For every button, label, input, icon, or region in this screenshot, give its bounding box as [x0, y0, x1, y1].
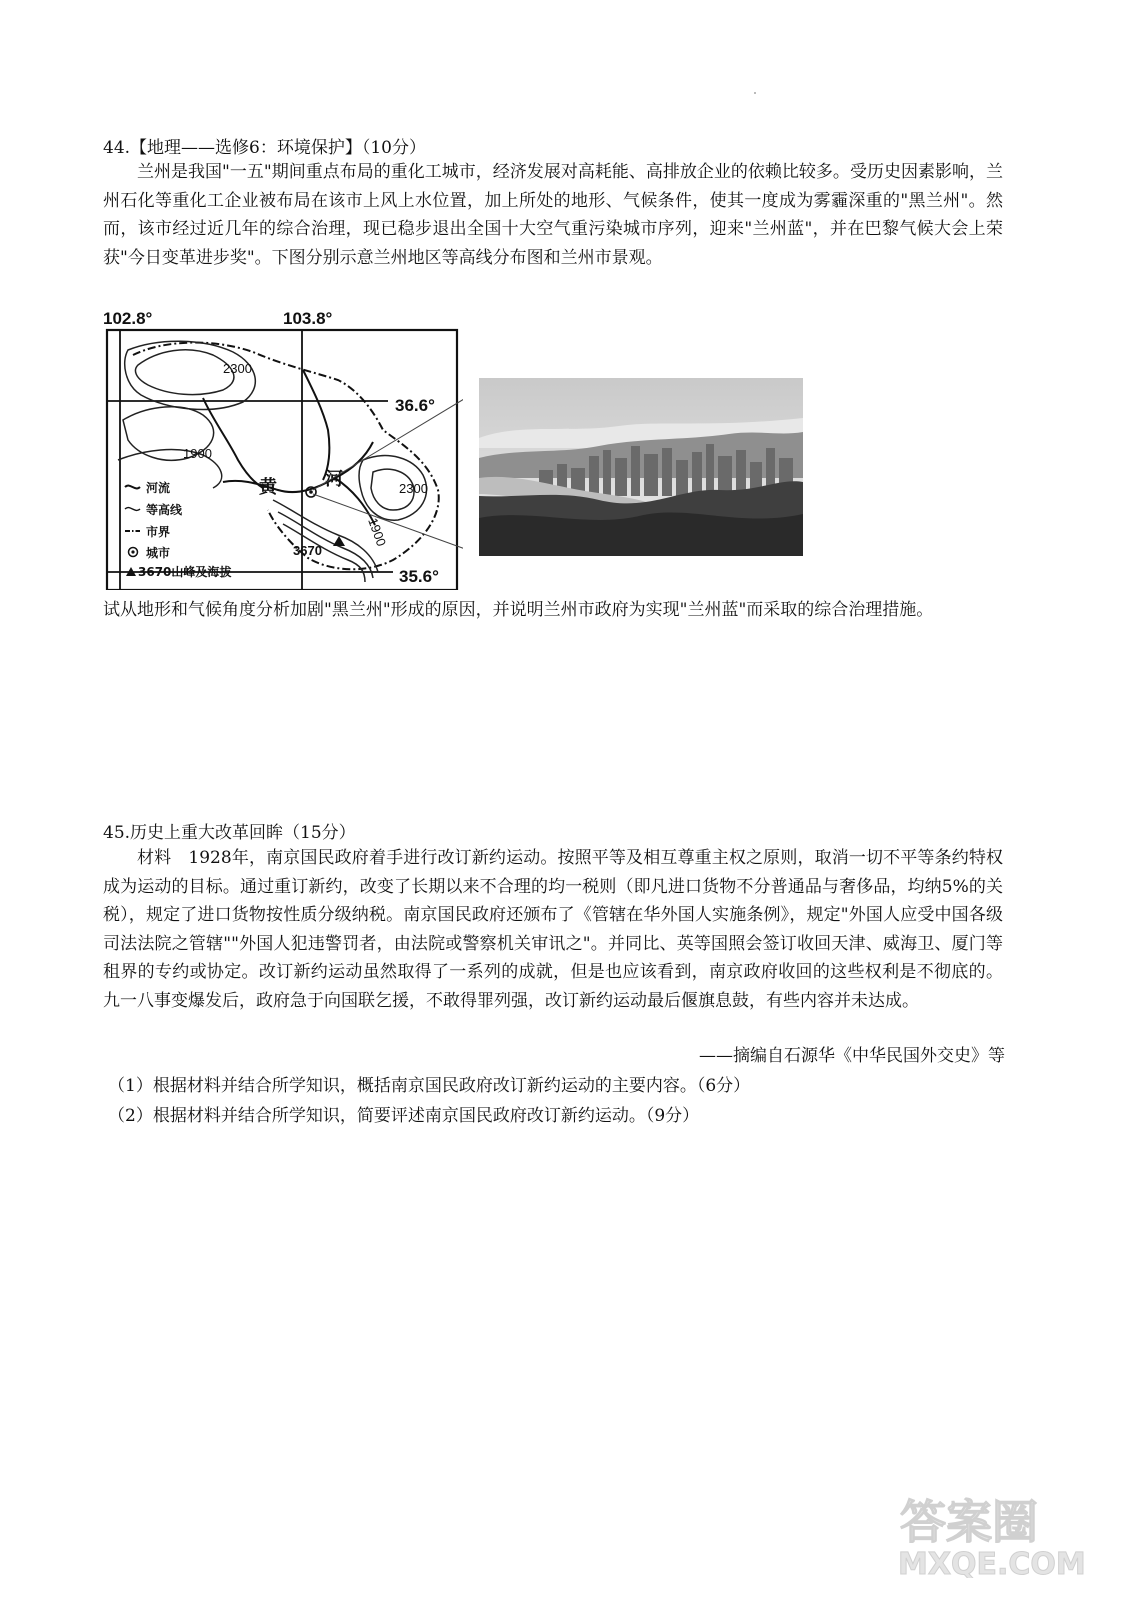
- legend-contour-icon: [125, 508, 140, 511]
- legend-city-label: 城市: [146, 546, 171, 560]
- watermark-bottom-text: MXQE.COM: [898, 1547, 1086, 1578]
- lanzhou-cityscape-photo: [479, 378, 803, 556]
- contour-label-1900-e: 1900: [365, 515, 390, 549]
- legend-boundary-label: 市界: [146, 525, 171, 539]
- question-45-part-2: （2）根据材料并结合所学知识，简要评述南京国民政府改订新约运动。（9分）: [108, 1106, 700, 1126]
- question-45-part-1: （1）根据材料并结合所学知识，概括南京国民政府改订新约运动的主要内容。（6分）: [108, 1076, 751, 1096]
- watermark-top-text: 答案圈: [900, 1495, 1038, 1549]
- lon-right-label: 103.8°: [283, 310, 333, 328]
- contour-map: [103, 310, 463, 590]
- question-45-material: 材料 1928年，南京国民政府着手进行改订新约运动。按照平等及相互尊重主权之原则，取消一切不平等条约特权成为运动的目标。通过重订新约，改变了长期以来不合理的均一税则（即凡进口货物不分普通品与奢侈品，均纳5%的关税），规定了进口货物按性质分级纳税。南京国民政府还颁布了《管辖在华外国人实施条例》，规定"外国人应受中国各级司法法院之管辖""外国人犯违警罚者，由法院或警察机关审讯之"。并同比、英等国照会签订收回天津、威海卫、厦门等租界的专约或协定。改订新约运动虽然取得了一系列的成就，但是也应该看到，南京政府收回的这些权利是不彻底的。九一八事变爆发后，政府急于向国联乞援，不敢得罪列强，改订新约运动最后偃旗息鼓，有些内容并未达成。: [103, 848, 1003, 1011]
- lat-top-label: 36.6°: [395, 396, 435, 415]
- lat-bottom-label: 35.6°: [399, 567, 439, 586]
- map-legend: [125, 480, 231, 579]
- peak-elevation-label: 3670: [293, 543, 322, 558]
- material-source: ——摘编自石源华《中华民国外交史》等: [699, 1046, 1005, 1066]
- legend-river-icon: [125, 486, 140, 489]
- contour-label-1900-w: 1900: [183, 446, 212, 461]
- legend-peak-label: 3670山峰及海拔: [138, 565, 232, 579]
- river-label-huang: 黄: [259, 477, 277, 498]
- scan-speck: [754, 92, 756, 94]
- contour-map-svg: [103, 310, 463, 590]
- question-44-intro: 兰州是我国"一五"期间重点布局的重化工城市，经济发展对高耗能、高排放企业的依赖比较多。受历史因素影响，兰州石化等重化工企业被布局在该市上风上水位置，加上所处的地形、气候条件，使其一度成为雾霾深重的"黑兰州"。然而，该市经过近几年的综合治理，现已稳步退出全国十大空气重污染城市序列，迎来"兰州蓝"，并在巴黎气候大会上荣获"今日变革进步奖"。下图分别示意兰州地区等高线分布图和兰州市景观。: [103, 162, 1003, 268]
- question-44-prompt: 试从地形和气候角度分析加剧"黑兰州"形成的原因，并说明兰州市政府为实现"兰州蓝"而采取的综合治理措施。: [103, 600, 934, 620]
- question-44-heading: 44.【地理——选修6：环境保护】（10分）: [103, 138, 426, 158]
- river-lines: [203, 370, 375, 525]
- river-label-he: 河: [325, 469, 343, 490]
- question-45-heading: 45.历史上重大改革回眸（15分）: [103, 823, 356, 843]
- legend-contour-label: 等高线: [146, 503, 183, 517]
- lon-left-label: 102.8°: [103, 310, 153, 328]
- legend-river-label: 河流: [146, 481, 171, 495]
- contour-label-2300-e: 2300: [399, 481, 428, 496]
- contour-label-2300-nw: 2300: [223, 361, 252, 376]
- watermark-logo: [892, 1492, 1097, 1578]
